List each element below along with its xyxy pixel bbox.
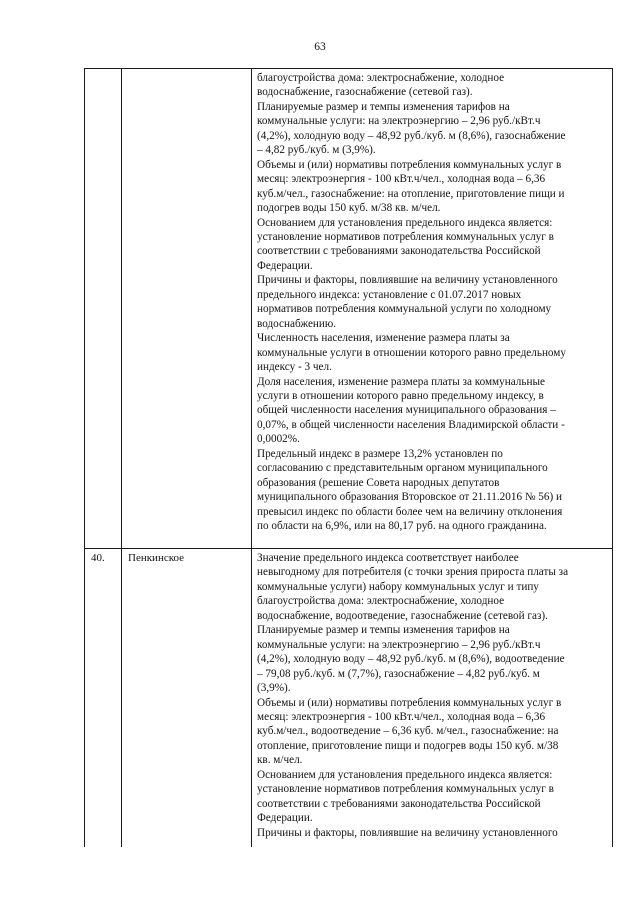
- description-cell: [252, 69, 613, 549]
- table-row: [85, 549, 613, 848]
- description-line: установление нормативов потребления коммунальных услуг в: [257, 230, 554, 243]
- description-line: по области на 6,9%, или на 80,17 руб. на одного гражданина.: [257, 520, 547, 533]
- description-line: (4,2%), холодную воду – 48,92 руб./куб. м (8,6%), газоснабжение: [257, 129, 566, 142]
- description-line: 0,07%, в общей численности населения Владимирской области -: [257, 418, 565, 431]
- description-line: соответствии с требованиями законодательства Российской: [257, 245, 541, 258]
- description-line: нормативов потребления коммунальной услуги по холодному: [257, 303, 552, 316]
- page-number: 63: [314, 41, 326, 53]
- description-line: согласованию с представительным органом муниципального: [257, 462, 548, 475]
- description-line: Объемы и (или) нормативы потребления коммунальных услуг в: [257, 158, 562, 171]
- description-line: кв. м/чел.: [257, 754, 303, 767]
- description-line: образования (решение Совета народных депутатов: [257, 476, 500, 489]
- description-line: Основанием для установления предельного индекса является:: [257, 216, 553, 229]
- description-line: Причины и факторы, повлиявшие на величину установленного: [257, 274, 558, 287]
- description-line: отопление, приготовление пищи и подогрев воды 150 куб. м/38: [257, 739, 559, 752]
- description-cell: [252, 549, 613, 848]
- description-line: подогрев воды 150 куб. м/38 кв. м/чел.: [257, 202, 441, 215]
- description-line: 0,0002%.: [257, 433, 300, 446]
- description-line: превысил индекс по области более чем на величину отклонения: [257, 505, 563, 518]
- description-line: общей численности населения муниципального образования –: [257, 404, 556, 417]
- description-line: индексу - 3 чел.: [257, 361, 332, 374]
- description-line: Планируемые размер и темпы изменения тарифов на: [257, 624, 510, 637]
- row-number-cell: [85, 69, 122, 549]
- description-line: невыгодному для потребителя (с точки зрения прироста платы за: [257, 566, 569, 579]
- description-line: водоснабжение, газоснабжение (сетевой газ).: [257, 86, 473, 99]
- description-line: Федерации.: [257, 812, 313, 825]
- description-line: коммунальные услуги) набору коммунальных услуг и типу: [257, 580, 539, 593]
- description-line: услуги в отношении которого равно предельному индексу, в: [257, 389, 544, 402]
- description-line: куб.м/чел., газоснабжение: на отопление, приготовление пищи и: [257, 187, 565, 200]
- index-table: [84, 68, 613, 847]
- description-line: (4,2%), холодную воду – 48,92 руб./куб. м (8,6%), водоотведение: [257, 653, 565, 666]
- description-line: месяц: электроэнергия - 100 кВт.ч/чел., холодная вода – 6,36: [257, 710, 546, 723]
- description-line: установление нормативов потребления коммунальных услуг в: [257, 783, 554, 796]
- row-number-cell: 40.: [85, 549, 122, 848]
- description-line: соответствии с требованиями законодательства Российской: [257, 797, 541, 810]
- description-line: Численность населения, изменение размера платы за: [257, 332, 510, 345]
- description-line: – 4,82 руб./куб. м (3,9%).: [257, 144, 376, 157]
- description-line: благоустройства дома: электроснабжение, холодное: [257, 72, 505, 84]
- municipality-name-cell: [122, 69, 252, 549]
- description-line: водоснабжение, водоотведение, газоснабжение (сетевой газ).: [257, 609, 548, 622]
- description-line: благоустройства дома: электроснабжение, холодное: [257, 595, 505, 608]
- description-line: Причины и факторы, повлиявшие на величину установленного: [257, 826, 558, 839]
- table-row: [85, 69, 613, 549]
- description-line: коммунальные услуги: на электроэнергию – 2,96 руб./кВт.ч: [257, 115, 541, 128]
- description-line: Значение предельного индекса соответствует наиболее: [257, 552, 519, 564]
- description-line: Основанием для установления предельного индекса является:: [257, 768, 553, 781]
- description-line: водоснабжению.: [257, 317, 337, 330]
- description-line: (3,9%).: [257, 682, 291, 695]
- description-line: Предельный индекс в размере 13,2% установлен по: [257, 447, 503, 460]
- description-line: предельного индекса: установление с 01.07.2017 новых: [257, 288, 522, 301]
- description-line: Доля населения, изменение размера платы за коммунальные: [257, 375, 545, 388]
- description-line: муниципального образования Второвское от 21.11.2016 № 56) и: [257, 491, 562, 504]
- description-line: Планируемые размер и темпы изменения тарифов на: [257, 100, 510, 113]
- description-line: – 79,08 руб./куб. м (7,7%), газоснабжение – 4,82 руб./куб. м: [257, 667, 540, 680]
- description-line: месяц: электроэнергия - 100 кВт.ч/чел., холодная вода – 6,36: [257, 173, 546, 186]
- municipality-name-cell: Пенкинское: [122, 549, 252, 848]
- description-line: коммунальные услуги в отношении которого равно предельному: [257, 346, 566, 359]
- description-line: куб.м/чел., водоотведение – 6,36 куб. м/чел., газоснабжение: на: [257, 725, 559, 738]
- description-line: коммунальные услуги: на электроэнергию – 2,96 руб./кВт.ч: [257, 638, 541, 651]
- description-line: Федерации.: [257, 259, 313, 272]
- description-line: Объемы и (или) нормативы потребления коммунальных услуг в: [257, 696, 562, 709]
